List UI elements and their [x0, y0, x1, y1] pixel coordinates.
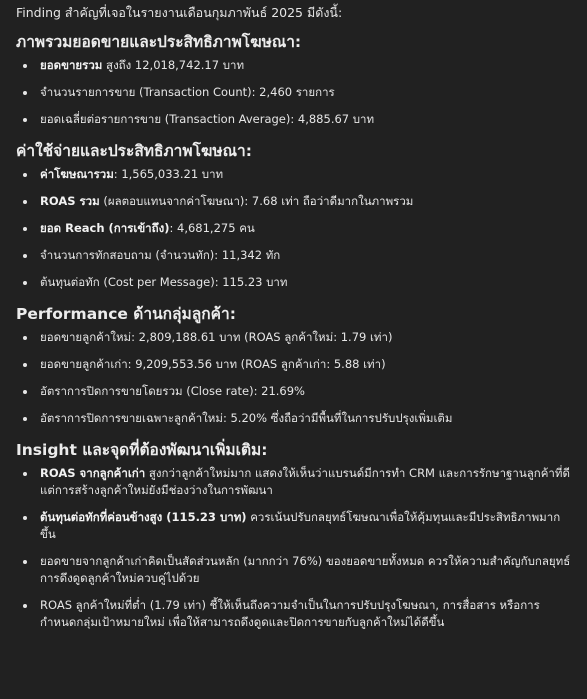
- section-insight: [16, 442, 571, 631]
- list-item: ต้นทุนต่อทักที่ค่อนข้างสูง (115.23 บาท) ควรเน้นปรับกลยุทธ์โฆษณาเพื่อให้คุ้มทุนและมีประสิทธิภาพมากขึ้น: [16, 509, 571, 543]
- section-customer-performance: [16, 306, 571, 427]
- list-item: ROAS รวม (ผลตอบแทนจากค่าโฆษณา): 7.68 เท่า ถือว่าดีมากในภาพรวม: [16, 193, 571, 210]
- list-item: ยอดเฉลี่ยต่อรายการขาย (Transaction Average): 4,885.67 บาท: [16, 111, 571, 128]
- section-title: ค่าใช้จ่ายและประสิทธิภาพโฆษณา:: [16, 142, 252, 160]
- bullet-list: [16, 57, 571, 128]
- section-title: Insight และจุดที่ต้องพัฒนาเพิ่มเติม:: [16, 441, 268, 459]
- bullet-list: [16, 465, 571, 631]
- list-item: ROAS ลูกค้าใหม่ที่ต่ำ (1.79 เท่า) ชี้ให้เห็นถึงความจำเป็นในการปรับปรุงโฆษณา, การสื่อสาร หรือการกำหนดกลุ่มเป้าหมายใหม่ เพื่อให้สามารถดึงดูดและปิดการขายกับลูกค้าใหม่ได้ดีขึ้น: [16, 597, 571, 631]
- list-item: อัตราการปิดการขายโดยรวม (Close rate): 21.69%: [16, 383, 571, 400]
- section-title: ภาพรวมยอดขายและประสิทธิภาพโฆษณา:: [16, 33, 302, 51]
- section-title: Performance ด้านกลุ่มลูกค้า:: [16, 305, 236, 323]
- list-item: ยอดขายรวม สูงถึง 12,018,742.17 บาท: [16, 57, 571, 74]
- list-item: ยอดขายจากลูกค้าเก่าคิดเป็นสัดส่วนหลัก (มากกว่า 76%) ของยอดขายทั้งหมด ควรให้ความสำคัญกับกลยุทธ์การดึงดูดลูกค้าใหม่ควบคู่ไปด้วย: [16, 553, 571, 587]
- list-item: ยอดขายลูกค้าเก่า: 9,209,553.56 บาท (ROAS ลูกค้าเก่า: 5.88 เท่า): [16, 356, 571, 373]
- list-item: อัตราการปิดการขายเฉพาะลูกค้าใหม่: 5.20% ซึ่งถือว่ามีพื้นที่ในการปรับปรุงเพิ่มเติม: [16, 410, 571, 427]
- list-item: ยอดขายลูกค้าใหม่: 2,809,188.61 บาท (ROAS ลูกค้าใหม่: 1.79 เท่า): [16, 329, 571, 346]
- list-item: ต้นทุนต่อทัก (Cost per Message): 115.23 บาท: [16, 274, 571, 291]
- list-item: ROAS จากลูกค้าเก่า สูงกว่าลูกค้าใหม่มาก แสดงให้เห็นว่าแบรนด์มีการทำ CRM และการรักษาฐานลูกค้าที่ดี แต่การสร้างลูกค้าใหม่ยังมีช่องว่างในการพัฒนา: [16, 465, 571, 499]
- bullet-list: [16, 166, 571, 291]
- list-item: ยอด Reach (การเข้าถึง): 4,681,275 คน: [16, 220, 571, 237]
- section-ad-cost: [16, 143, 571, 291]
- intro-text: Finding สำคัญที่เจอในรายงานเดือนกุมภาพันธ์ 2025 มีดังนี้:: [16, 5, 343, 20]
- list-item: จำนวนรายการขาย (Transaction Count): 2,460 รายการ: [16, 84, 571, 101]
- list-item: ค่าโฆษณารวม: 1,565,033.21 บาท: [16, 166, 571, 183]
- list-item: จำนวนการทักสอบถาม (จำนวนทัก): 11,342 ทัก: [16, 247, 571, 264]
- bullet-list: [16, 329, 571, 427]
- section-sales-overview: [16, 34, 571, 128]
